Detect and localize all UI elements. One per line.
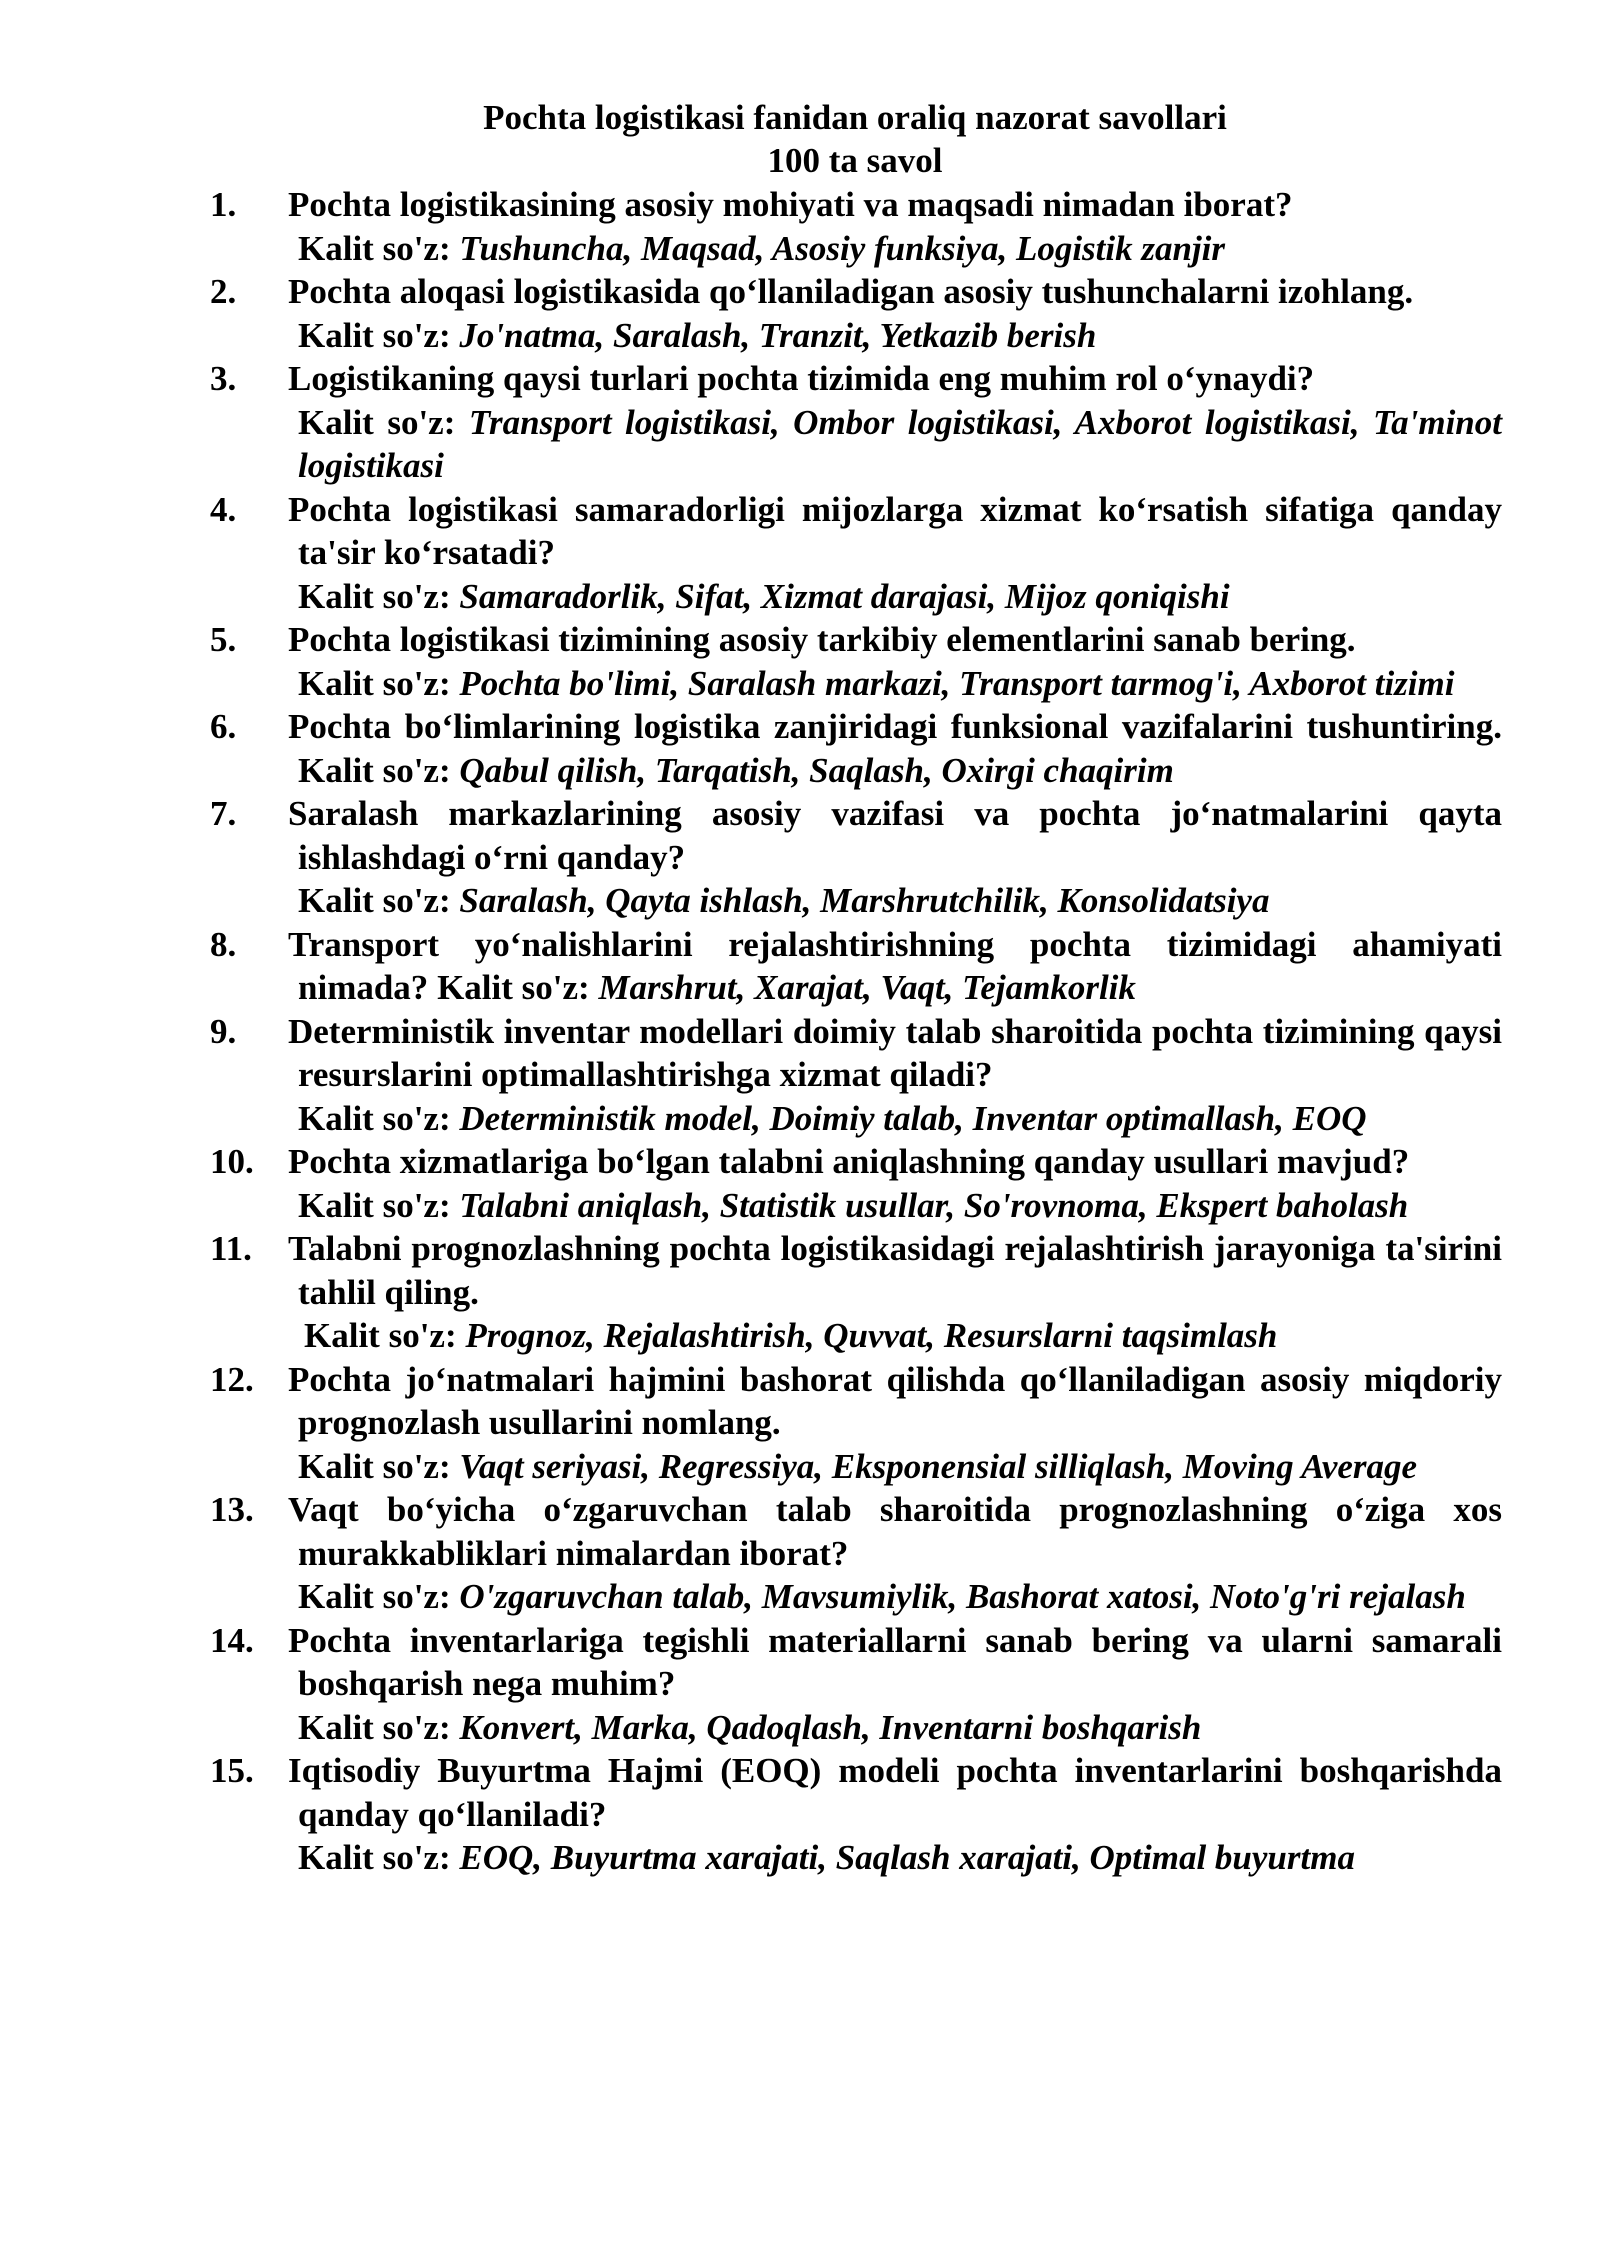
keyword-label: Kalit so'z: <box>298 1446 451 1486</box>
keyword-terms: EOQ, Buyurtma xarajati, Saqlash xarajati, Optimal buyurtma <box>459 1838 1355 1877</box>
document-title: Pochta logistikasi fanidan oraliq nazorat savollari <box>483 98 1227 137</box>
keyword-terms: Konvert, Marka, Qadoqlash, Inventarni boshqarish <box>459 1707 1202 1747</box>
question-text: Pochta inventarlariga tegishli materiallarni sanab bering va ularni samarali boshqarish nega muhim? <box>288 1620 1502 1703</box>
keyword-label: Kalit so'z: <box>298 315 451 355</box>
question-item <box>210 1488 1502 1619</box>
question-text <box>288 705 1502 792</box>
question-text: Iqtisodiy Buyurtma Hajmi (EOQ) modeli pochta inventarlarini boshqarishda qanday qo‘llaniladi? <box>288 1751 1502 1834</box>
keyword-label: Kalit so'z: <box>298 1707 451 1747</box>
keyword-line <box>288 1706 1502 1750</box>
question-item <box>210 357 1502 488</box>
question-item <box>210 488 1502 619</box>
question-number: 1. <box>210 185 237 224</box>
question-number: 13. <box>210 1490 254 1529</box>
question-text: Talabni prognozlashning pochta logistikasidagi rejalashtirish jarayoniga ta'sirini tahlil qiling. <box>288 1229 1502 1312</box>
question-item <box>210 618 1502 705</box>
keyword-terms: Pochta bo'limi, Saralash markazi, Transport tarmog'i, Axborot tizimi <box>459 663 1455 703</box>
keyword-terms: Talabni aniqlash, Statistik usullar, So'rovnoma, Ekspert baholash <box>459 1185 1409 1225</box>
question-item <box>210 1010 1502 1141</box>
question-number: 3. <box>210 359 237 398</box>
keyword-line <box>288 879 1502 923</box>
keyword-line <box>288 401 1502 488</box>
question-item <box>210 1227 1502 1358</box>
keyword-terms: Prognoz, Rejalashtirish, Quvvat, Resurslarni taqsimlash <box>465 1316 1278 1355</box>
keyword-line <box>288 314 1502 358</box>
question-text: Pochta logistikasi tizimining asosiy tarkibiy elementlarini sanab bering. <box>288 620 1356 659</box>
keyword-line <box>288 1097 1502 1141</box>
question-text-body: Transport yo‘nalishlarini rejalashtirishning pochta tizimidagi ahamiyati nimada? <box>288 924 1502 1007</box>
question-number: 12. <box>210 1359 254 1399</box>
keyword-line <box>288 227 1502 271</box>
question-number: 4. <box>210 489 237 529</box>
question-text: Pochta jo‘natmalari hajmini bashorat qilishda qo‘llaniladigan asosiy miqdoriy prognozlash usullarini nomlang. <box>288 1359 1502 1442</box>
keyword-line <box>288 1184 1502 1228</box>
question-item <box>210 923 1502 1010</box>
question-text: Pochta logistikasining asosiy mohiyati va maqsadi nimadan iborat? <box>288 185 1293 224</box>
question-number: 9. <box>210 1011 237 1051</box>
keyword-line <box>288 1575 1502 1619</box>
question-text: Pochta aloqasi logistikasida qo‘llaniladigan asosiy tushunchalarni izohlang. <box>288 272 1414 311</box>
keyword-line <box>288 1445 1502 1489</box>
keyword-terms: Vaqt seriyasi, Regressiya, Eksponensial silliqlash, Moving Average <box>459 1446 1418 1486</box>
keyword-label: Kalit so'z: <box>304 1316 457 1355</box>
question-item <box>210 1140 1502 1227</box>
question-number: 5. <box>210 620 237 659</box>
keyword-terms: Deterministik model, Doimiy talab, Inventar optimallash, EOQ <box>459 1098 1367 1138</box>
keyword-terms: Tushuncha, Maqsad, Asosiy funksiya, Logistik zanjir <box>459 228 1226 268</box>
keyword-label: Kalit so'z: <box>298 881 451 920</box>
keyword-line <box>288 575 1502 619</box>
question-item <box>210 1358 1502 1489</box>
question-number: 11. <box>210 1229 252 1268</box>
question-number: 14. <box>210 1620 254 1660</box>
keyword-terms: Transport logistikasi, Ombor logistikasi, Axborot logistikasi, Ta'minot logistikasi <box>298 402 1502 485</box>
question-text: Logistikaning qaysi turlari pochta tizimida eng muhim rol o‘ynaydi? <box>288 359 1315 398</box>
question-item <box>210 705 1502 792</box>
question-number: 7. <box>210 794 237 833</box>
question-text: Saralash markazlarining asosiy vazifasi va pochta jo‘natmalarini qayta ishlashdagi o‘rni qanday? <box>288 794 1502 877</box>
question-text: Pochta xizmatlariga bo‘lgan talabni aniqlashning qanday usullari mavjud? <box>288 1142 1410 1181</box>
keyword-line <box>288 1314 1502 1358</box>
keyword-label: Kalit so'z: <box>298 1577 451 1616</box>
keyword-line <box>288 1836 1502 1880</box>
question-item <box>210 792 1502 923</box>
question-text: Pochta logistikasi samaradorligi mijozlarga xizmat ko‘rsatish sifatiga qanday ta'sir ko‘rsatadi? <box>288 489 1502 572</box>
keyword-terms: Samaradorlik, Sifat, Xizmat darajasi, Mijoz qoniqishi <box>459 576 1230 616</box>
question-item <box>210 1619 1502 1750</box>
keyword-label: Kalit so'z: <box>298 402 456 442</box>
question-text: Vaqt bo‘yicha o‘zgaruvchan talab sharoitida prognozlashning o‘ziga xos murakkabliklari nimalardan iborat? <box>288 1490 1502 1573</box>
question-list <box>210 183 1502 1880</box>
keyword-label: Kalit so'z: <box>298 750 451 790</box>
keyword-label: Kalit so'z: <box>437 968 590 1007</box>
question-item <box>210 270 1502 357</box>
keyword-label: Kalit so'z: <box>298 576 451 616</box>
keyword-terms: Marshrut, Xarajat, Vaqt, Tejamkorlik <box>598 968 1136 1007</box>
document-subtitle: 100 ta savol <box>767 141 943 180</box>
keyword-terms: O'zgaruvchan talab, Mavsumiylik, Bashorat xatosi, Noto'g'ri rejalash <box>459 1577 1466 1616</box>
question-number: 10. <box>210 1142 254 1181</box>
question-text <box>288 923 1502 1010</box>
question-number: 2. <box>210 272 237 311</box>
keyword-terms: Jo'natma, Saralash, Tranzit, Yetkazib berish <box>459 315 1097 355</box>
keyword-label: Kalit so'z: <box>298 663 451 703</box>
question-text-body: Pochta bo‘limlarining logistika zanjiridagi funksional vazifalarini tushuntiring. <box>288 707 1502 746</box>
question-number: 15. <box>210 1751 254 1790</box>
keyword-terms: Saralash, Qayta ishlash, Marshrutchilik, Konsolidatsiya <box>459 881 1270 920</box>
question-item <box>210 1749 1502 1880</box>
question-item <box>210 183 1502 270</box>
question-number: 6. <box>210 707 237 746</box>
keyword-label: Kalit so'z: <box>298 228 451 268</box>
keyword-label: Kalit so'z: <box>298 1185 451 1225</box>
question-text: Deterministik inventar modellari doimiy talab sharoitida pochta tizimining qaysi resurslarini optimallashtirishga xizmat qiladi? <box>288 1011 1502 1094</box>
keyword-label: Kalit so'z: <box>298 1838 451 1877</box>
keyword-line <box>288 662 1502 706</box>
keyword-terms: Qabul qilish, Tarqatish, Saqlash, Oxirgi chaqirim <box>459 750 1174 790</box>
question-number: 8. <box>210 924 237 964</box>
keyword-label: Kalit so'z: <box>298 1098 451 1138</box>
